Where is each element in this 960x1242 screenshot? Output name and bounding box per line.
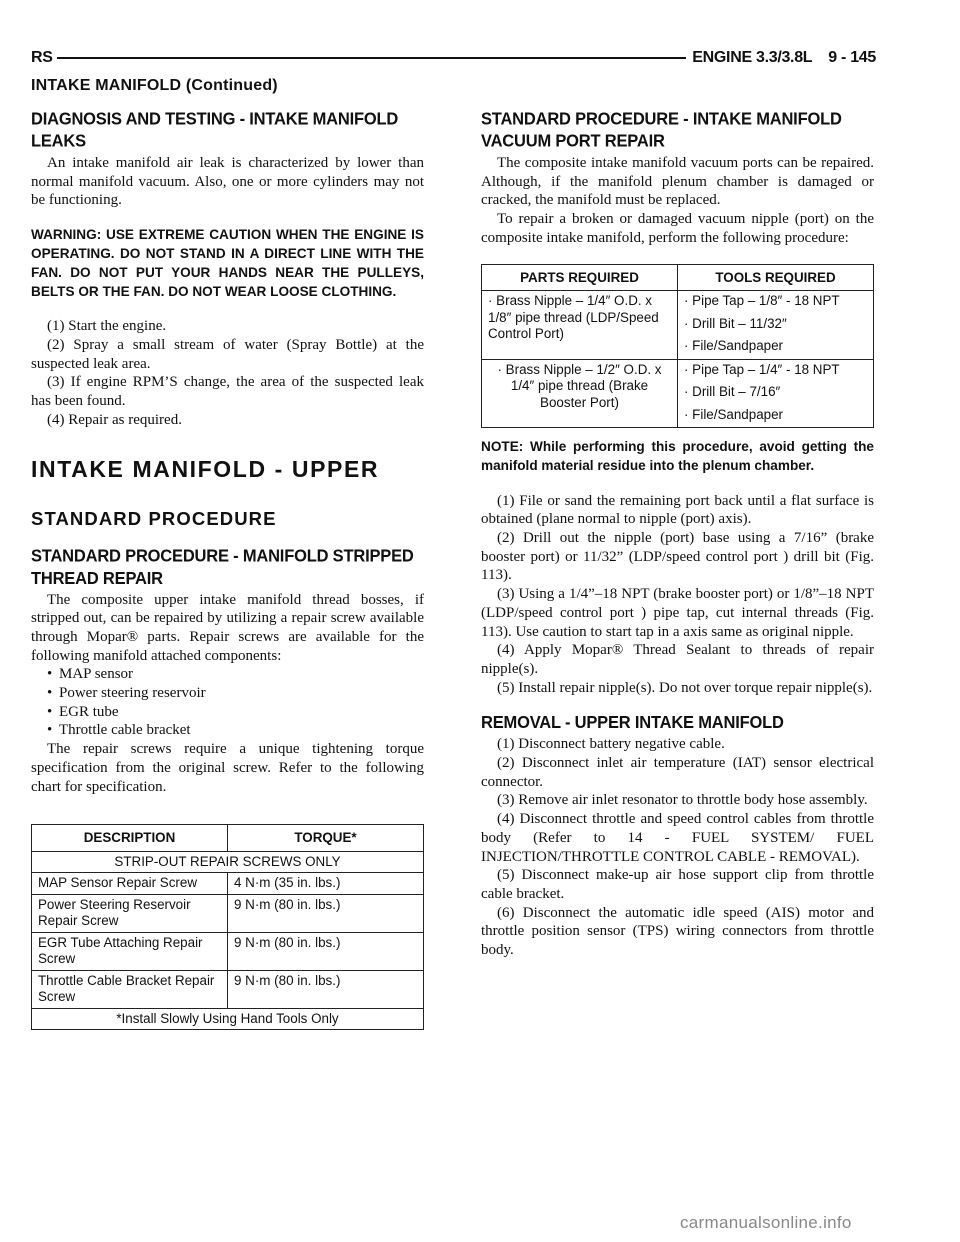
table-header: TORQUE* xyxy=(228,825,424,852)
vacuum-step: (5) Install repair nipple(s). Do not over torque repair nipple(s). xyxy=(497,679,873,696)
table-header: DESCRIPTION xyxy=(32,825,228,852)
table-cell: MAP Sensor Repair Screw xyxy=(32,873,228,895)
table-cell xyxy=(678,291,874,360)
table-subheader: STRIP-OUT REPAIR SCREWS ONLY xyxy=(32,851,424,873)
table-cell xyxy=(678,359,874,428)
removal-step: (4) Disconnect throttle and speed control cables from throttle body (Refer to 14 - FUEL SYSTEM/ FUEL INJECTION/THROTTLE CONTROL CABLE - REMOVAL). xyxy=(481,811,874,865)
tool-item: · File/Sandpaper xyxy=(684,406,783,422)
removal-steps xyxy=(481,735,874,959)
vacuum-para-2: To repair a broken or damaged vacuum nipple (port) on the composite intake manifold, perform the following procedure: xyxy=(481,211,874,246)
header-rule xyxy=(57,57,687,59)
components-list xyxy=(31,665,424,740)
table-row xyxy=(32,873,424,895)
right-column xyxy=(481,110,874,960)
torque-table xyxy=(31,824,424,1030)
sub-title: STANDARD PROCEDURE xyxy=(31,507,277,529)
table-row xyxy=(482,359,874,428)
tool-item: · Drill Bit – 7/16″ xyxy=(684,384,781,400)
vacuum-para-1: The composite intake manifold vacuum ports can be repaired. Although, if the manifold plenum chamber is damaged or cracked, the manifold must be replaced. xyxy=(481,155,874,209)
continued-heading: INTAKE MANIFOLD (Continued) xyxy=(31,77,278,94)
proc-intro: The composite upper intake manifold thread bosses, if stripped out, can be repaired by utilizing a repair screw available through Mopar® parts. Repair screws are available for the following manifold attached components: xyxy=(31,591,424,664)
diag-title: DIAGNOSIS AND TESTING - INTAKE MANIFOLD LEAKS xyxy=(31,110,399,151)
table-row xyxy=(482,291,874,360)
list-item: • MAP sensor xyxy=(47,665,424,684)
vacuum-step: (3) Using a 1/4”–18 NPT (brake booster port) or 1/8”–18 NPT (LDP/speed control port ) pipe tap, cut internal threads (Fig. 113). Use caution to start tap in a axis same as original nipple. xyxy=(481,586,874,640)
diag-step: (3) If engine RPM’S change, the area of the suspected leak has been found. xyxy=(31,374,424,410)
vacuum-step: (4) Apply Mopar® Thread Sealant to threads of repair nipple(s). xyxy=(481,642,874,677)
table-cell: 9 N·m (80 in. lbs.) xyxy=(228,932,424,970)
page-number: 9 - 145 xyxy=(828,49,876,66)
removal-step: (2) Disconnect inlet air temperature (IAT) sensor electrical connector. xyxy=(481,755,874,790)
watermark: carmanualsonline.info xyxy=(680,1213,852,1232)
table-row xyxy=(32,894,424,932)
diag-step: (4) Repair as required. xyxy=(47,411,182,428)
note-text: NOTE: While performing this procedure, avoid getting the manifold material residue into the plenum chamber. xyxy=(481,439,874,473)
table-cell: Power Steering Reservoir Repair Screw xyxy=(32,894,228,932)
table-cell: 9 N·m (80 in. lbs.) xyxy=(228,970,424,1008)
removal-title: REMOVAL - UPPER INTAKE MANIFOLD xyxy=(481,713,784,733)
vacuum-title: STANDARD PROCEDURE - INTAKE MANIFOLD VACUUM PORT REPAIR xyxy=(481,110,842,151)
table-footer: *Install Slowly Using Hand Tools Only xyxy=(32,1008,424,1030)
table-header: PARTS REQUIRED xyxy=(482,264,678,291)
diag-step: (1) Start the engine. xyxy=(47,318,167,335)
removal-step: (5) Disconnect make-up air hose support clip from throttle cable bracket. xyxy=(481,867,874,902)
tool-item: · File/Sandpaper xyxy=(684,338,783,354)
proc-outro: The repair screws require a unique tightening torque specification from the original screw. Refer to the following chart for specification. xyxy=(31,741,424,795)
header-model-code: RS xyxy=(31,49,53,66)
table-cell: 9 N·m (80 in. lbs.) xyxy=(228,894,424,932)
table-cell: · Brass Nipple – 1/2″ O.D. x 1/4″ pipe thread (Brake Booster Port) xyxy=(482,359,678,428)
tool-item: · Pipe Tap – 1/8″ - 18 NPT xyxy=(684,293,840,309)
vacuum-step: (1) File or sand the remaining port back until a flat surface is obtained (plane normal to nipple (port) axis). xyxy=(481,492,874,528)
proc-title: STANDARD PROCEDURE - MANIFOLD STRIPPED THREAD REPAIR xyxy=(31,546,414,588)
diag-steps xyxy=(31,317,424,429)
table-header: TOOLS REQUIRED xyxy=(678,264,874,291)
diag-intro: An intake manifold air leak is characterized by lower than normal manifold vacuum. Also, one or more cylinders may not be functioning. xyxy=(31,155,424,209)
removal-step: (6) Disconnect the automatic idle speed (AIS) motor and throttle position sensor (TPS) wiring connectors from throttle body. xyxy=(481,904,874,959)
removal-step: (1) Disconnect battery negative cable. xyxy=(497,736,725,753)
diag-step: (2) Spray a small stream of water (Spray Bottle) at the suspected leak area. xyxy=(31,337,424,372)
table-cell: Throttle Cable Bracket Repair Screw xyxy=(32,970,228,1008)
table-cell: 4 N·m (35 in. lbs.) xyxy=(228,873,424,895)
left-column xyxy=(31,110,424,1030)
parts-tools-table xyxy=(481,264,874,429)
table-cell: · Brass Nipple – 1/4″ O.D. x 1/8″ pipe thread (LDP/Speed Control Port) xyxy=(482,291,678,360)
major-title: INTAKE MANIFOLD - UPPER xyxy=(31,455,380,482)
page-header xyxy=(31,48,876,68)
header-section: ENGINE 3.3/3.8L xyxy=(692,49,813,66)
warning-text: WARNING: USE EXTREME CAUTION WHEN THE ENGINE IS OPERATING. DO NOT STAND IN A DIRECT LINE WITH THE FAN. DO NOT PUT YOUR HANDS NEAR THE PULLEYS, BELTS OR THE FAN. DO NOT WEAR LOOSE CLOTHING. xyxy=(31,227,424,299)
removal-step: (3) Remove air inlet resonator to throttle body hose assembly. xyxy=(497,792,868,809)
list-item: • Power steering reservoir xyxy=(47,684,424,703)
list-item: • EGR tube xyxy=(47,703,424,722)
tool-item: · Drill Bit – 11/32″ xyxy=(684,315,787,331)
table-row xyxy=(32,932,424,970)
list-item: • Throttle cable bracket xyxy=(47,721,424,740)
table-cell: EGR Tube Attaching Repair Screw xyxy=(32,932,228,970)
vacuum-step: (2) Drill out the nipple (port) base using a 7/16” (brake booster port) or 11/32” (LDP/speed control port ) drill bit (Fig. 113). xyxy=(481,530,874,584)
tool-item: · Pipe Tap – 1/4″ - 18 NPT xyxy=(684,361,840,377)
table-row xyxy=(32,970,424,1008)
vacuum-steps xyxy=(481,492,874,698)
